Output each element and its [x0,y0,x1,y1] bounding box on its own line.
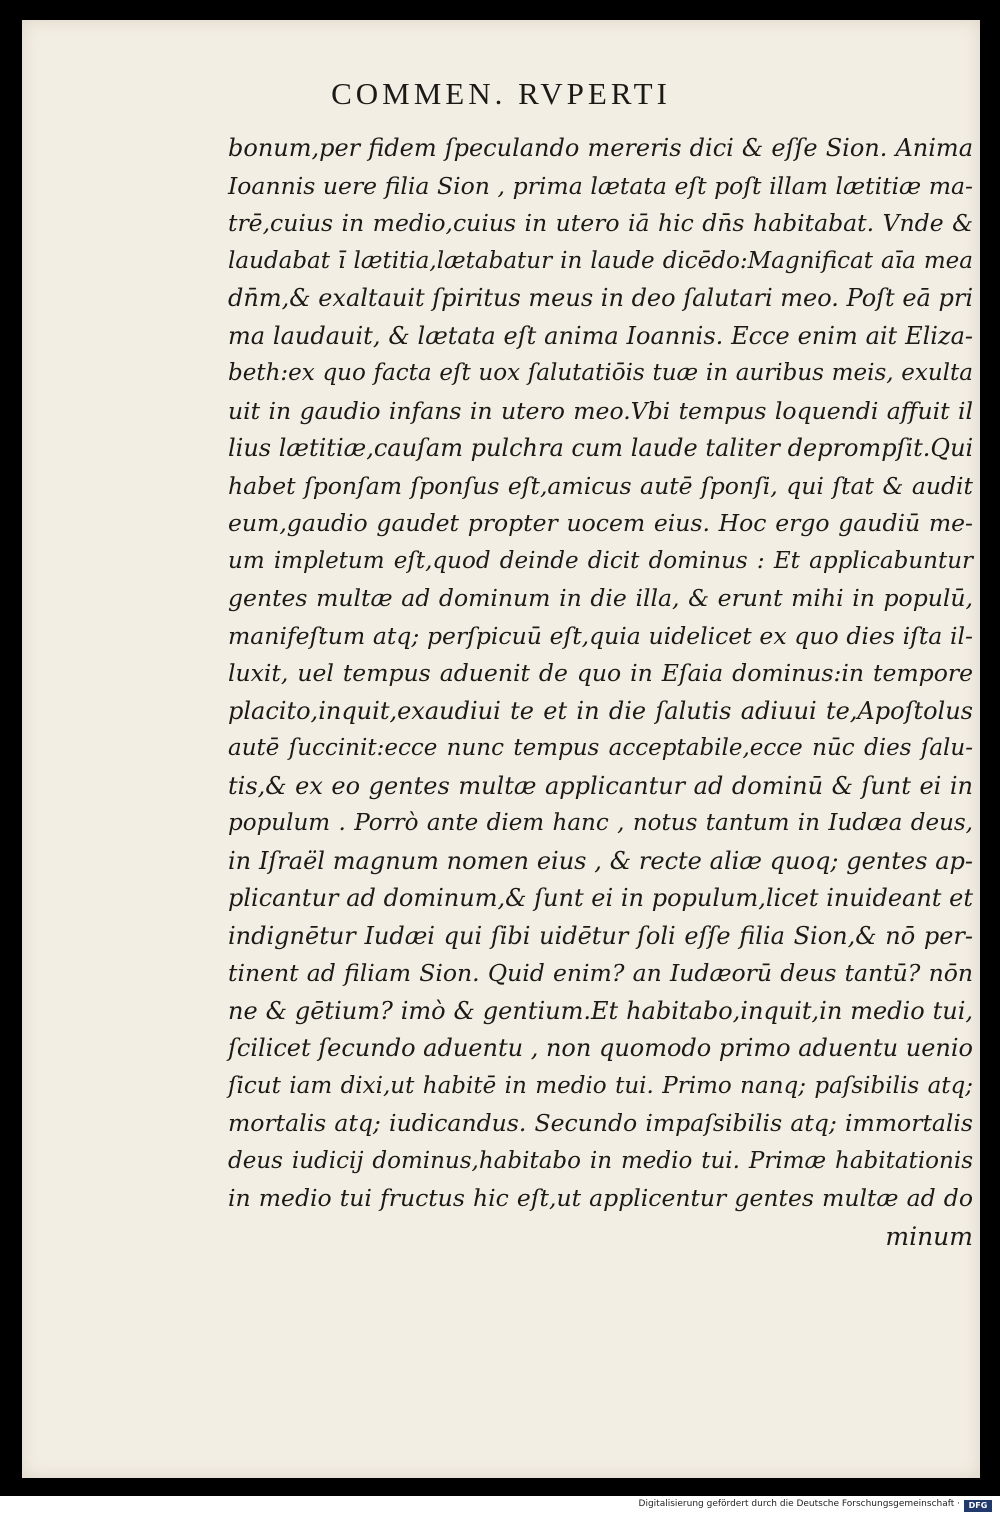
text-line-3: trē,cuius in medio,cuius in utero iā hic dn̄s habitabat. Vnde & [228,209,973,237]
text-line-21: plicantur ad dominum,& ſunt ei in populum,licet inuideant et [228,884,973,912]
text-line-5: dn̄m,& exaltauit ſpiritus meus in deo ſalutari meo. Poſt eā pri [228,284,973,312]
text-line-23: tinent ad filiam Sion. Quid enim? an Iudæorū deus tantū? nōn [228,959,973,987]
text-line-15: luxit, uel tempus aduenit de quo in Eſaia dominus:in tempore [228,659,973,687]
text-line-28: deus iudicij dominus,habitabo in medio tui. Primæ habitationis [228,1147,973,1174]
text-line-16: placito,inquit,exaudiui te et in die ſalutis adiuui te,Apoſtolus [228,696,973,725]
text-line-18: tis,& ex eo gentes multæ applicantur ad dominū & ſunt ei in [228,771,973,800]
text-line-6: ma laudauit, & lætata eſt anima Ioannis. Ecce enim ait Eliza- [228,321,973,350]
text-line-24: ne & gētium? imò & gentium.Et habitabo,inquit,in medio tui, [228,996,973,1025]
running-title: COMMEN. RVPERTI [331,76,671,111]
text-line-20: in Iſraël magnum nomen eius , & recte aliæ quoq; gentes ap- [228,846,973,875]
funding-credit: Digitalisierung gefördert durch die Deutsche Forschungsgemeinschaft · [638,1499,960,1509]
text-line-1: bonum,per fidem ſpeculando mereris dici & eſſe Sion. Anima [228,134,973,162]
text-line-13: gentes multæ ad dominum in die illa, & erunt mihi in populū, [228,584,973,612]
text-line-10: habet ſponſam ſponſus eſt,amicus autē ſponſi, qui ſtat & audit [228,471,973,500]
text-line-26: ſicut iam dixi,ut habitē in medio tui. Primo nanq; paſsibilis atq; [228,1072,973,1099]
text-line-25: ſcilicet ſecundo aduentu , non quomodo primo aduentu uenio [228,1034,973,1062]
text-line-29: in medio tui fructus hic eſt,ut applicentur gentes multæ ad do [228,1184,973,1212]
text-line-7: beth:ex quo facta eſt uox ſalutatiōis tuæ in auribus meis, exulta [228,360,973,386]
text-line-8: uit in gaudio infans in utero meo.Vbi tempus loquendi affuit il [228,396,973,425]
text-line-14: manifeſtum atq; perſpicuū eſt,quia uidelicet ex quo dies iſta il- [228,621,973,650]
text-line-17: autē ſuccinit:ecce nunc tempus acceptabile,ecce nūc dies ſalu- [228,735,973,761]
text-line-2: Ioannis uere filia Sion , prima lætata eſt poſt illam lætitiæ ma- [228,171,973,200]
book-page [22,20,980,1478]
text-line-12: um impletum eſt,quod deinde dicit dominus : Et applicabuntur [228,547,973,574]
footer-bar [0,1496,1000,1516]
text-line-19: populum . Porrò ante diem hanc , notus tantum in Iudæa deus, [228,810,973,836]
text-line-9: lius lætitiæ,cauſam pulchra cum laude taliter deprompſit.Qui [228,434,974,462]
dfg-logo-icon: DFG [964,1500,992,1512]
catchword: minum [885,1221,973,1251]
text-line-22: indignētur Iudæi qui ſibi uidētur ſoli eſſe filia Sion,& nō per- [228,921,973,950]
text-line-27: mortalis atq; iudicandus. Secundo impaſsibilis atq; immortalis [228,1109,973,1137]
text-line-11: eum,gaudio gaudet propter uocem eius. Hoc ergo gaudiū me- [228,509,973,537]
text-line-4: laudabat ī lætitia,lætabatur in laude dicēdo:Magnificat aīa mea [228,247,973,274]
body-text [228,130,973,1255]
